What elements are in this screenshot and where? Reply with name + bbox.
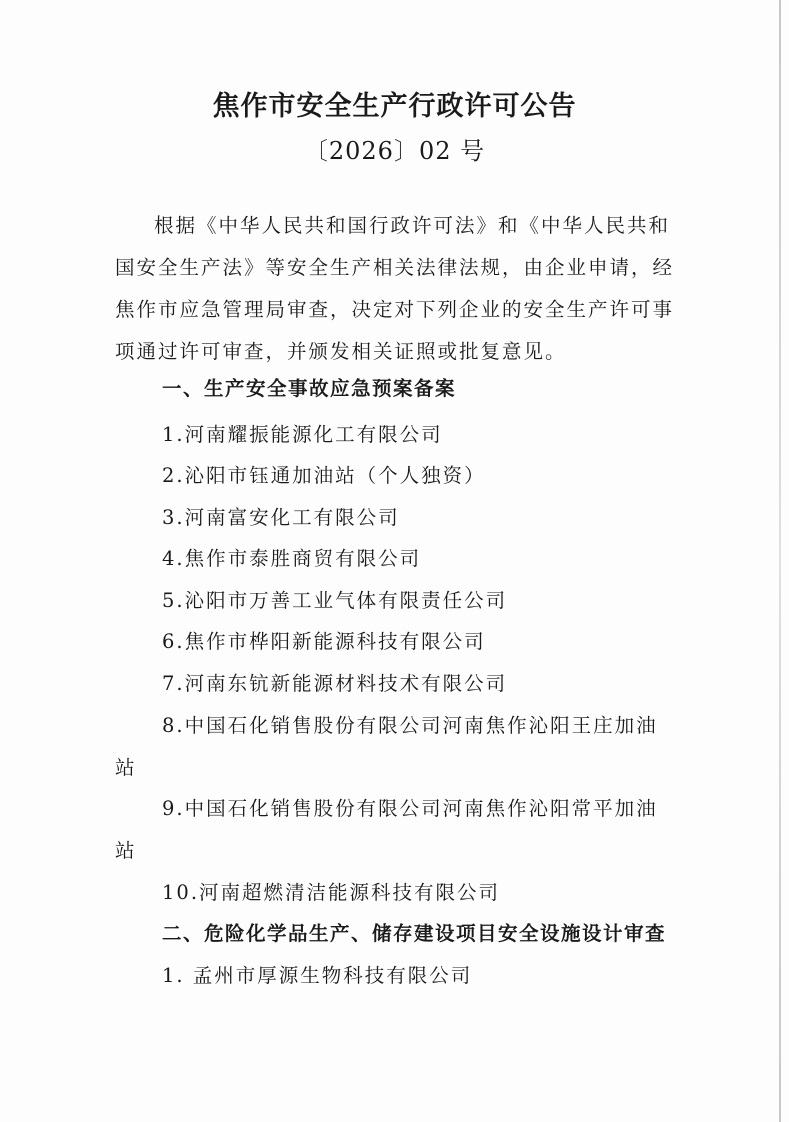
section2-heading: 二、危险化学品生产、储存建设项目安全设施设计审查: [162, 922, 667, 945]
list-item: 2.沁阳市钰通加油站（个人独资）: [162, 464, 486, 487]
page-title: 焦作市安全生产行政许可公告: [212, 91, 577, 122]
scan-edge-line: [779, 0, 781, 1122]
list-item: 1. 孟州市厚源生物科技有限公司: [162, 964, 473, 987]
list-item-continuation: 站: [115, 756, 137, 779]
list-item: 9.中国石化销售股份有限公司河南焦作沁阳常平加油: [162, 797, 658, 820]
list-item: 3.河南富安化工有限公司: [162, 506, 400, 529]
list-item: 10.河南超燃清洁能源科技有限公司: [162, 881, 501, 904]
document-number: 〔2026〕02 号: [303, 137, 486, 165]
section1-heading: 一、生产安全事故应急预案备案: [162, 377, 457, 400]
list-item: 4.焦作市泰胜商贸有限公司: [162, 547, 422, 570]
list-item: 8.中国石化销售股份有限公司河南焦作沁阳王庄加油: [162, 714, 658, 737]
intro-paragraph: 根据《中华人民共和国行政许可法》和《中华人民共和国安全生产法》等安全生产相关法律法规，由企业申请，经焦作市应急管理局审查，决定对下列企业的安全生产许可事项通过许可审查，并颁发相关证照或批复意见。: [115, 214, 675, 363]
list-item: 7.河南东钪新能源材料技术有限公司: [162, 672, 508, 695]
list-item: 1.河南耀振能源化工有限公司: [162, 423, 443, 446]
list-item: 6.焦作市桦阳新能源科技有限公司: [162, 630, 486, 653]
list-item-continuation: 站: [115, 839, 137, 862]
list-item: 5.沁阳市万善工业气体有限责任公司: [162, 589, 508, 612]
